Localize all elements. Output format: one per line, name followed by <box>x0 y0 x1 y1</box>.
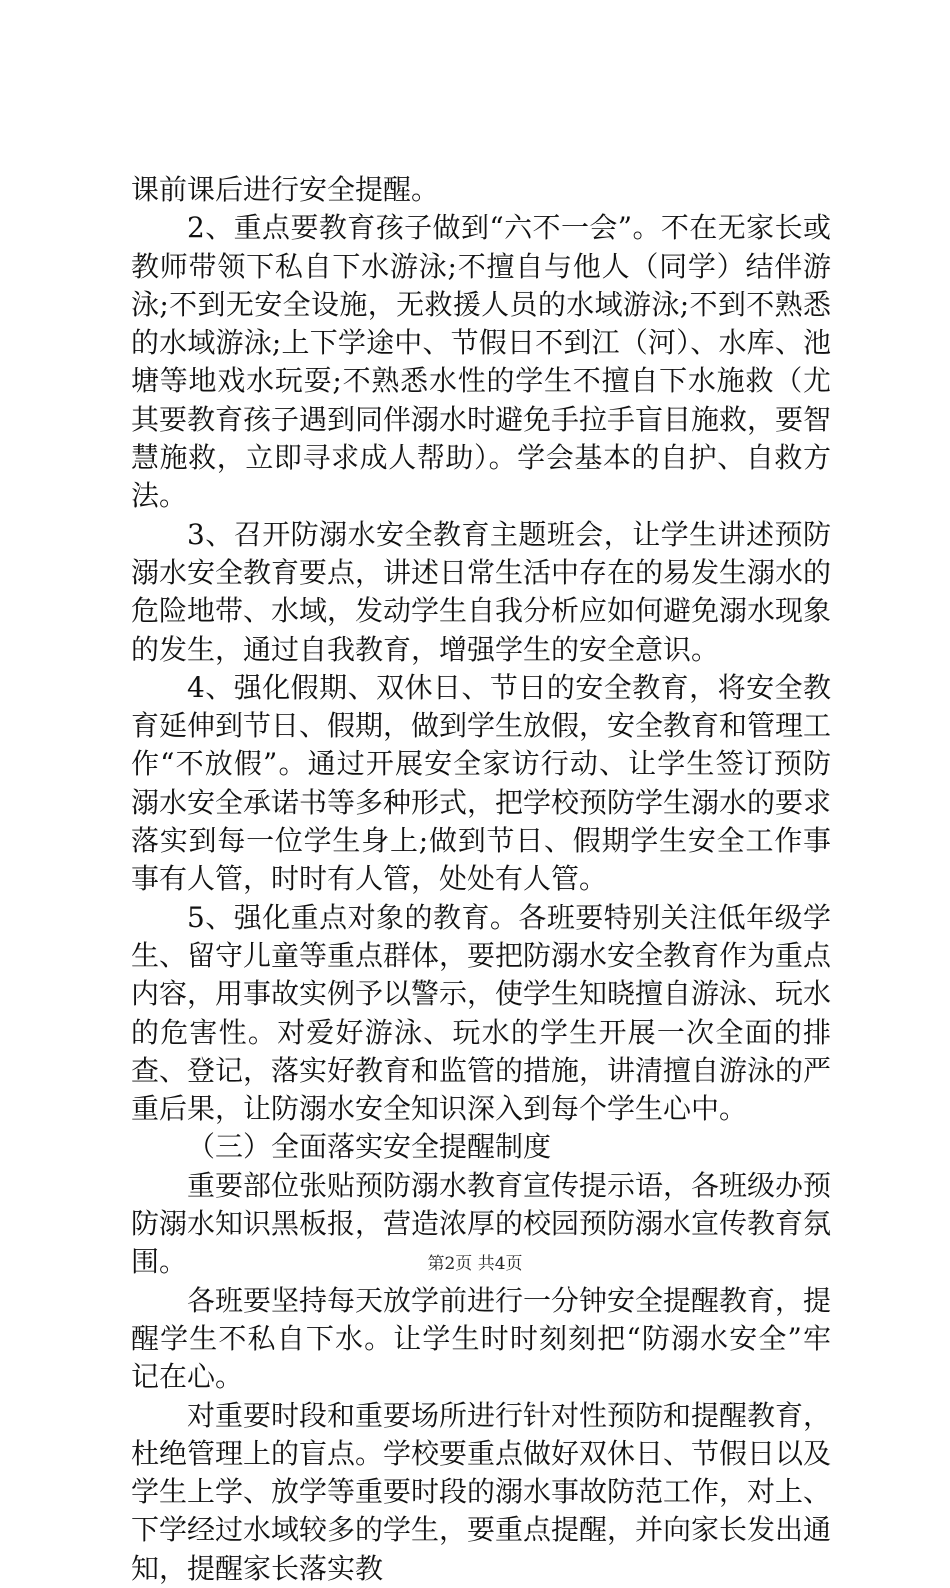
paragraph-key-periods: 对重要时段和重要场所进行针对性预防和提醒教育，杜绝管理上的盲点。学校要重点做好双休日、节假日以及学生上学、放学等重要时段的溺水事故防范工作，对上、下学经过水域较多的学生，要重点提醒，并向家长发出通知，提醒家长落实教 <box>131 1398 832 1585</box>
paragraph-item-2: 2、重点要教育孩子做到“六不一会”。不在无家长或教师带领下私自下水游泳;不擅自与他人（同学）结伴游泳;不到无安全设施，无救援人员的水域游泳;不到不熟悉的水域游泳;上下学途中、节假日不到江（河）、水库、池塘等地戏水玩耍;不熟悉水性的学生不擅自下水施救（尤其要教育孩子遇到同伴溺水时避免手拉手盲目施救，要智慧施救，立即寻求成人帮助）。学会基本的自护、自救方法。 <box>131 211 832 513</box>
paragraph-posters: 重要部位张贴预防溺水教育宣传提示语，各班级办预防溺水知识黑板报，营造浓厚的校园预防溺水宣传教育氛围。 <box>131 1168 832 1279</box>
paragraph-item-4: 4、强化假期、双休日、节日的安全教育，将安全教育延伸到节日、假期，做到学生放假，安全教育和管理工作“不放假”。通过开展安全家访行动、让学生签订预防溺水安全承诺书等多种形式，把学校预防学生溺水的要求落实到每一位学生身上;做到节日、假期学生安全工作事事有人管，时时有人管，处处有人管。 <box>131 670 832 896</box>
document-body <box>131 171 831 1588</box>
paragraph-item-3: 3、召开防溺水安全教育主题班会，让学生讲述预防溺水安全教育要点，讲述日常生活中存在的易发生溺水的危险地带、水域，发动学生自我分析应如何避免溺水现象的发生，通过自我教育，增强学生的安全意识。 <box>131 517 832 666</box>
paragraph-continuation: 课前课后进行安全提醒。 <box>131 173 440 206</box>
paragraph-daily-reminder: 各班要坚持每天放学前进行一分钟安全提醒教育，提醒学生不私自下水。让学生时时刻刻把“防溺水安全”牢记在心。 <box>131 1283 832 1394</box>
page-number-footer: 第2页 共4页 <box>427 1254 523 1274</box>
paragraph-item-5: 5、强化重点对象的教育。各班要特别关注低年级学生、留守儿童等重点群体，要把防溺水安全教育作为重点内容，用事故实例予以警示，使学生知晓擅自游泳、玩水的危害性。对爱好游泳、玩水的学生开展一次全面的排查、登记，落实好教育和监管的措施，讲清擅自游泳的严重后果，让防溺水安全知识深入到每个学生心中。 <box>131 900 832 1126</box>
section-heading: （三）全面落实安全提醒制度 <box>187 1130 552 1164</box>
